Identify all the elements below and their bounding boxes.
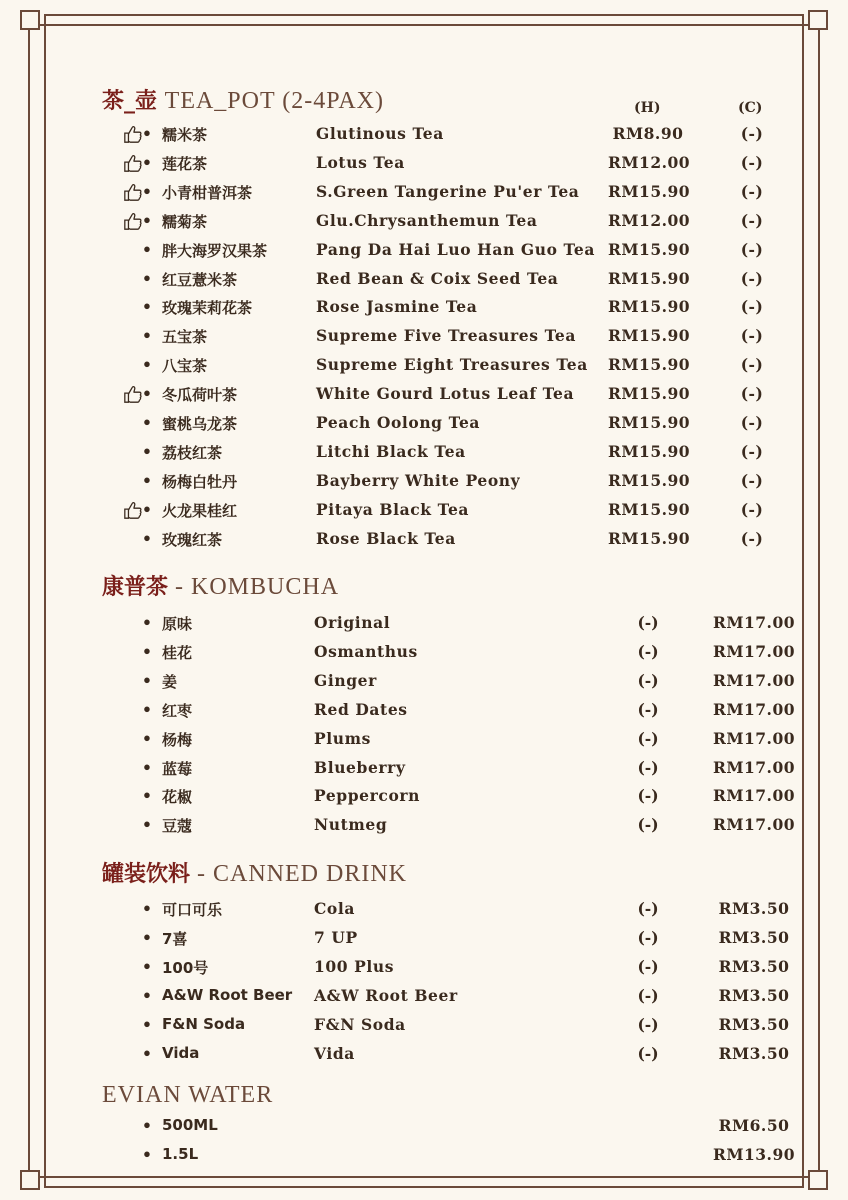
price-col-2: RM3.50 [718,899,790,918]
bullet-dot-icon: • [142,326,152,346]
thumbs-up-icon [122,124,144,144]
bullet-dot-icon: • [142,268,152,288]
bullet-dot-icon: • [142,670,152,690]
teapot-heading-en: TEA_POT (2-4PAX) [164,88,384,114]
teapot-heading [102,84,384,115]
menu-item [0,815,848,844]
price-col-2: RM3.50 [718,956,790,976]
price-cold: (-) [740,384,764,404]
menu-item [0,1044,848,1073]
bullet-dot-icon: • [142,956,152,976]
price-hot: RM8.90 [612,124,684,143]
thumbs-up-icon [122,500,144,520]
price-hot: RM15.90 [608,528,691,548]
item-name-zh: 玫瑰红茶 [162,530,223,549]
price-hot: RM15.90 [608,355,691,375]
bullet-dot-icon: • [142,470,152,490]
bullet-dot-icon: • [142,927,152,947]
price-cold: (-) [740,470,764,490]
price-cold: (-) [740,499,764,519]
bullet-dot-icon: • [142,124,152,143]
bullet-dot-icon: • [142,699,152,719]
item-name-zh: 玫瑰茉莉花茶 [162,299,253,318]
bullet-dot-icon: • [142,297,152,317]
thumbs-up-icon [122,153,144,173]
price-col-2: RM17.00 [712,641,796,661]
thumbs-up-icon [122,211,144,231]
item-name-en: 7 UP [314,927,358,947]
item-name-zh: 五宝茶 [162,328,208,347]
item-name-en: Vida [314,1043,355,1063]
price-col-2: RM3.50 [718,985,790,1005]
item-name-en: A&W Root Beer [314,985,458,1005]
price-col-1: (-) [637,786,659,806]
kombucha-heading [102,570,339,601]
price-hot: RM15.90 [608,470,691,490]
canned-heading [102,857,407,888]
price-col-1: (-) [637,641,659,661]
bullet-dot-icon: • [142,728,152,748]
price-col-2: RM17.00 [712,699,796,719]
menu-item [0,613,848,642]
menu-item [0,413,848,442]
menu-item [0,899,848,928]
menu-item [0,269,848,298]
menu-item [0,240,848,269]
item-name-zh: 八宝茶 [162,357,208,376]
price-cold: (-) [740,528,764,548]
price-hot: RM15.90 [608,326,691,346]
menu-item [0,326,848,355]
item-name-zh: 红豆薏米茶 [162,270,238,289]
price-col-2: RM3.50 [718,1043,790,1063]
price-col-2: RM17.00 [712,786,796,806]
item-name-en: Nutmeg [314,815,388,835]
menu-item [0,1015,848,1044]
bullet-dot-icon: • [142,152,152,172]
item-name-zh: 荔枝红茶 [162,443,223,462]
price-col-2: RM3.50 [718,1014,790,1034]
price-col-1: (-) [637,985,659,1005]
menu-item [0,529,848,558]
item-name-en: Peach Oolong Tea [316,413,481,432]
price-col-1: (-) [637,927,659,947]
menu-item [0,442,848,471]
menu-item [0,153,848,182]
item-name-en: Original [314,613,391,632]
menu-item [0,1145,848,1174]
item-name-zh: 可口可乐 [162,901,223,919]
item-name-zh: F&N Soda [162,1014,246,1033]
bullet-dot-icon: • [142,528,152,548]
item-name-en: Cola [314,899,356,918]
menu-item [0,957,848,986]
item-name-en: 100 Plus [314,956,395,976]
price-col-2: RM17.00 [712,815,796,835]
bullet-dot-icon: • [142,1116,152,1135]
item-name-en: White Gourd Lotus Leaf Tea [316,384,575,404]
bullet-dot-icon: • [142,210,152,230]
bullet-dot-icon: • [142,815,152,835]
item-name-en: Osmanthus [314,641,418,661]
price-cold: (-) [740,239,764,259]
item-name-en: Glutinous Tea [316,124,444,143]
item-name-en: Rose Black Tea [316,528,456,548]
menu-item [0,124,848,153]
col-cold-header: (C) [738,100,763,116]
bullet-dot-icon: • [142,641,152,661]
item-name-zh: 小青柑普洱茶 [162,183,253,202]
price-col-1: (-) [637,728,659,748]
bullet-dot-icon: • [142,181,152,201]
menu-item [0,671,848,700]
item-name-zh: 姜 [162,672,178,691]
item-name-en: Red Bean & Coix Seed Tea [316,268,559,288]
item-name-en: Peppercorn [314,786,421,806]
menu-item [0,384,848,413]
item-name-en: Supreme Five Treasures Tea [316,326,577,346]
bullet-dot-icon: • [142,613,152,632]
price-col-2: RM17.00 [712,613,796,632]
item-name-en: Supreme Eight Treasures Tea [316,355,588,375]
menu-item [0,642,848,671]
price-col-1: (-) [637,815,659,835]
menu-item [0,471,848,500]
item-name-en: Ginger [314,670,377,690]
item-name-zh: A&W Root Beer [162,985,293,1004]
price-cold: (-) [740,181,764,201]
price-col-2: RM17.00 [712,728,796,748]
bullet-dot-icon: • [142,239,152,259]
bullet-dot-icon: • [142,413,152,432]
price-col-2: RM17.00 [712,670,796,690]
item-name-zh: 红枣 [162,701,193,720]
menu-item [0,211,848,240]
bullet-dot-icon: • [142,1144,152,1164]
price-hot: RM15.90 [608,499,691,519]
item-name-en: Rose Jasmine Tea [316,297,478,317]
frame-corner [20,10,40,30]
item-name-zh: 胖大海罗汉果茶 [162,241,268,260]
price-cold: (-) [740,413,764,432]
price-hot: RM15.90 [608,441,691,461]
price-col-1: (-) [637,1014,659,1034]
item-name-en: Pang Da Hai Luo Han Guo Tea [316,239,595,259]
price-cold: (-) [740,355,764,375]
item-name-en: Pitaya Black Tea [316,499,470,519]
menu-item [0,500,848,529]
item-name-zh: 蓝莓 [162,759,193,778]
item-name-zh: 冬瓜荷叶茶 [162,386,238,405]
item-name-zh: 豆蔻 [162,817,193,836]
menu-item [0,729,848,758]
price-cold: (-) [740,268,764,288]
price-cold: (-) [740,210,764,230]
bullet-dot-icon: • [142,441,152,461]
price-hot: RM15.90 [608,268,691,288]
price-cold: (-) [740,124,764,143]
canned-heading-en: - CANNED DRINK [190,861,407,887]
bullet-dot-icon: • [142,985,152,1005]
bullet-dot-icon: • [142,1014,152,1034]
item-name-zh: 杨梅 [162,730,193,749]
evian-heading-en: EVIAN WATER [102,1082,274,1108]
menu-item [0,986,848,1015]
item-name-en: Red Dates [314,699,408,719]
item-size: 1.5L [162,1144,199,1163]
bullet-dot-icon: • [142,499,152,519]
item-name-zh: 蜜桃乌龙茶 [162,415,238,433]
item-name-en: Plums [314,728,371,748]
menu-item [0,700,848,729]
price-col-1: (-) [637,670,659,690]
item-name-en: Bayberry White Peony [316,470,521,490]
item-price: RM13.90 [712,1144,796,1164]
price-col-1: (-) [637,899,659,918]
price-cold: (-) [740,441,764,461]
thumbs-up-icon [122,182,144,202]
price-cold: (-) [740,152,764,172]
item-name-en: Blueberry [314,757,406,777]
price-col-1: (-) [637,613,659,632]
item-name-en: Lotus Tea [316,152,405,172]
price-col-1: (-) [637,757,659,777]
bullet-dot-icon: • [142,384,152,404]
item-name-zh: 糯菊茶 [162,212,208,231]
bullet-dot-icon: • [142,786,152,806]
bullet-dot-icon: • [142,1043,152,1063]
menu-item [0,928,848,957]
menu-item [0,297,848,326]
price-hot: RM15.90 [608,239,691,259]
price-col-2: RM17.00 [712,757,796,777]
price-cold: (-) [740,297,764,317]
bullet-dot-icon: • [142,757,152,777]
menu-item [0,1116,848,1145]
menu-item [0,355,848,384]
item-name-zh: 原味 [162,615,193,633]
item-name-zh: 糯米茶 [162,126,208,144]
price-hot: RM15.90 [608,413,691,432]
menu-item [0,786,848,815]
item-name-en: Glu.Chrysanthemun Tea [316,210,538,230]
price-hot: RM12.00 [608,152,691,172]
evian-heading [102,1080,273,1109]
price-hot: RM12.00 [608,210,691,230]
item-price: RM6.50 [718,1116,790,1135]
item-name-zh: 莲花茶 [162,154,208,173]
item-name-zh: 杨梅白牡丹 [162,472,238,491]
item-size: 500ML [162,1116,218,1134]
price-hot: RM15.90 [608,297,691,317]
canned-heading-zh: 罐装饮料 [102,862,191,887]
bullet-dot-icon: • [142,899,152,918]
item-name-zh: 火龙果桂红 [162,501,238,520]
item-name-en: S.Green Tangerine Pu'er Tea [316,181,580,201]
item-name-zh: 桂花 [162,643,193,662]
price-col-2: RM3.50 [718,927,790,947]
item-name-zh: 7喜 [162,929,188,948]
teapot-heading-zh: 茶_壶 [102,89,158,114]
item-name-zh: 100号 [162,958,209,977]
item-name-en: F&N Soda [314,1014,406,1034]
menu-item [0,182,848,211]
price-col-1: (-) [637,1043,659,1063]
price-hot: RM15.90 [608,181,691,201]
item-name-zh: 花椒 [162,788,193,807]
price-col-1: (-) [637,956,659,976]
item-name-zh: Vida [162,1043,200,1062]
price-cold: (-) [740,326,764,346]
frame-corner [808,10,828,30]
bullet-dot-icon: • [142,355,152,375]
kombucha-heading-zh: 康普茶 [102,575,169,600]
price-hot: RM15.90 [608,384,691,404]
col-hot-header: (H) [634,100,661,116]
item-name-en: Litchi Black Tea [316,441,466,461]
menu-item [0,758,848,787]
kombucha-heading-en: - KOMBUCHA [168,574,340,600]
thumbs-up-icon [122,384,144,404]
price-col-1: (-) [637,699,659,719]
